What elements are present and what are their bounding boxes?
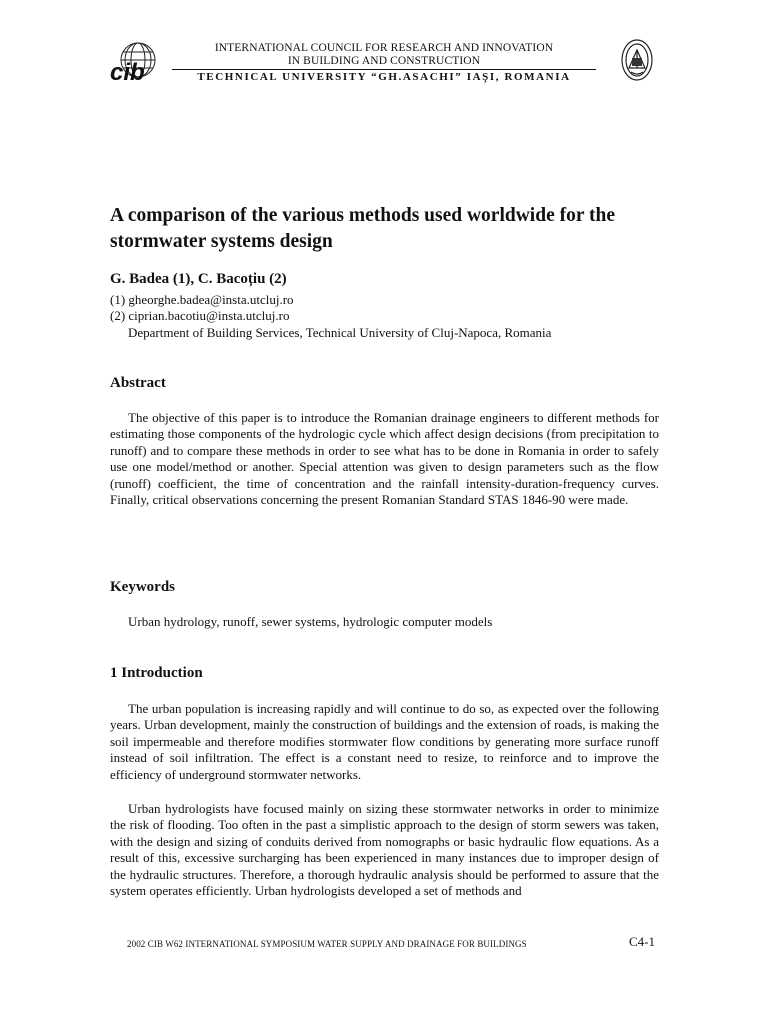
affiliation-email-1: (1) gheorghe.badea@insta.utcluj.ro xyxy=(110,292,294,307)
cib-logo xyxy=(108,40,172,84)
footer-text: 2002 CIB W62 INTERNATIONAL SYMPOSIUM WATER SUPPLY AND DRAINAGE FOR BUILDINGS xyxy=(127,939,527,949)
page-number: C4-1 xyxy=(629,934,655,949)
affiliation-email-2: (2) ciprian.bacotiu@insta.utcluj.ro xyxy=(110,308,290,323)
university-seal-icon xyxy=(620,38,654,82)
header-council-line2: IN BUILDING AND CONSTRUCTION xyxy=(287,55,481,67)
department: Department of Building Services, Technical University of Cluj-Napoca, Romania xyxy=(128,325,552,340)
introduction-heading: 1 Introduction xyxy=(110,665,203,681)
intro-paragraph-2: Urban hydrologists have focused mainly on sizing these stormwater networks in order to minimize the risk of flooding. Too often in the past a simplistic approach to the design of storm sewers was taken, with the design and sizing of conduits derived from nomographs or basic hydraulic flow equations. As a result of this, excessive surcharging has been experienced in many instances due to improper design of the hydraulic structures. Therefore, a thorough hydraulic analysis should be performed to assure that the system operates efficiently. Urban hydrologists developed a set of methods and xyxy=(110,801,659,899)
svg-text:cib: cib xyxy=(110,59,145,84)
authors: G. Badea (1), C. Bacoțiu (2) xyxy=(110,271,287,287)
header-text xyxy=(172,42,596,84)
intro-paragraph-1: The urban population is increasing rapidly and will continue to do so, as expected over the following years. Urban development, mainly the construction of buildings and the extension of roads, is making the soil impermeable and therefore modifies stormwater flow conditions by generating more surface runoff instead of soil infiltration. The effect is a constant need to resize, to reinforce and to improve the efficiency of underground stormwater networks. xyxy=(110,701,659,782)
header-council-line1: INTERNATIONAL COUNCIL FOR RESEARCH AND INNOVATION xyxy=(214,42,554,54)
abstract-text: The objective of this paper is to introduce the Romanian drainage engineers to different methods for estimating those components of the hydrologic cycle which affect design decisions (from precipitation to runoff) and to compare these methods in order to see what has to be done in Romania in order to safely use one model/method or another. Special attention was given to design parameters such as the flow (runoff) coefficient, the time of concentration and the rainfall intensity-duration-frequency curves. Finally, critical observations concerning the present Romanian Standard STAS 1846-90 were made. xyxy=(110,410,659,508)
page-header xyxy=(108,38,668,88)
header-university: TECHNICAL UNIVERSITY “GH.ASACHI” IAŞI, ROMANIA xyxy=(197,71,571,83)
keywords-text: Urban hydrology, runoff, sewer systems, hydrologic computer models xyxy=(128,614,493,629)
paper-title: A comparison of the various methods used worldwide for the stormwater systems design xyxy=(110,205,616,252)
abstract-heading: Abstract xyxy=(110,375,166,391)
keywords-heading: Keywords xyxy=(110,579,175,595)
header-rule xyxy=(172,69,596,70)
